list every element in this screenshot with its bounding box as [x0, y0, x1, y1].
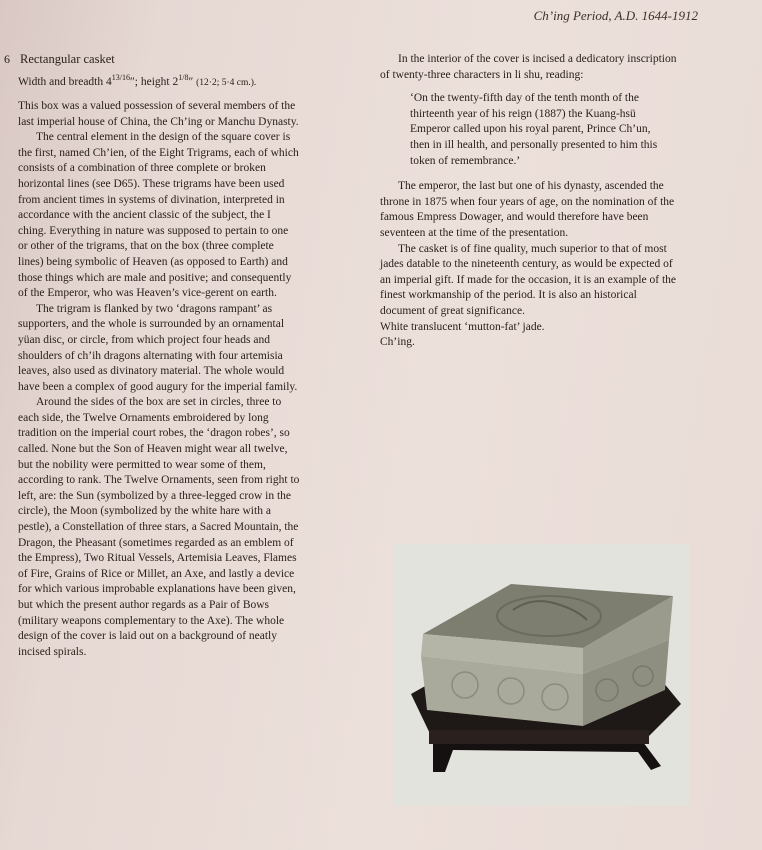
paragraph-quality: The casket is of fine quality, much superior to that of most jades datable to the nineteenth century, as would be expected of an imperial gift. If made for the occasion, it is an example of the finest workmanship of the period. It is also an historical document of great significance.	[380, 242, 677, 317]
entry-heading	[4, 52, 300, 68]
left-column	[4, 52, 300, 660]
paragraph-inscription-intro: In the interior of the cover is incised a dedicatory inscription of twenty-three characters in li shu, reading:	[380, 53, 677, 81]
dimensions-end: ″	[188, 75, 197, 88]
inscription-quote	[410, 91, 670, 169]
paragraph-dragons: The trigram is flanked by two ‘dragons rampant’ as supporters, and the whole is surrounded by an ornamental yüan disc, or circle, from which project four heads and shoulders of ch’ih dragons alternating with four artemisia leaves, also used as divinatory material. The whole would have been a complex of good augury for the imperial family.	[18, 302, 298, 393]
dimension-fraction-width: 13/16	[111, 72, 130, 82]
entry-number: 6	[4, 52, 10, 66]
quote-text: ‘On the twenty-fifth day of the tenth month of the thirteenth year of his reign (1887) the Kuang-hsü Emperor called upon his royal parent, Prince Ch’un, then in ill health, and personally presented to him this token of remembrance.’	[410, 92, 658, 167]
entry-title: Rectangular casket	[20, 52, 115, 66]
casket-photograph	[393, 544, 689, 806]
dimensions-metric: (12·2; 5·4 cm.).	[196, 77, 257, 88]
dimensions	[18, 70, 300, 91]
paragraph-emperor: The emperor, the last but one of his dynasty, ascended the throne in 1875 when four years of age, on the nomination of the famous Empress Dowager, and would therefore have been seventeen at the time of the presentation.	[380, 180, 675, 239]
casket-illustration	[393, 544, 689, 806]
material-line: White translucent ‘mutton-fat’ jade.	[380, 320, 545, 333]
paragraph-cover-design: The central element in the design of the square cover is the first, named Ch’ien, of the Eight Trigrams, each of which consists of a combination of three complete or broken horizontal lines (see D65). These trigrams have been used from ancient times in systems of divination, interpreted in accordance with the ancient classic of the subject, the I ching. Everything in nature was supposed to pertain to one or other of the trigrams, that on the box (three complete lines) being symbolic of Heaven (as opposed to Earth) and those things which are male and positive; and consequently of the Emperor, who was Heaven’s vice-gerent on earth.	[18, 131, 299, 300]
running-header: Ch’ing Period, A.D. 1644-1912	[533, 8, 698, 23]
paragraph-twelve-ornaments: Around the sides of the box are set in circles, three to each side, the Twelve Ornaments embroidered by long tradition on the imperial court robes, the ‘dragon robes’, so called. None but the Son of Heaven might wear all twelve, but the nobility were permitted to wear some of them, according to rank. The Twelve Ornaments, seen from right to left, are: the Sun (symbolized by a three-legged crow in the circle), the Moon (symbolized by the white hare with a pestle), a Constellation of three stars, a Sacred Mountain, the Dragon, the Pheasant (sometimes regarded as an emblem of the Empress), Two Ritual Vessels, Artemisia Leaves, Flames of Fire, Grains of Rice or Millet, an Axe, and lastly a device for which various improbable explanations have been given, but which the present author regards as a Pair of Bows (military weapons complementary to the Axe). The whole design of the cover is laid out on a background of neatly incised spirals.	[18, 396, 300, 658]
dimensions-text: Width and breadth 4	[18, 75, 112, 88]
paragraph-provenance: This box was a valued possession of several members of the last imperial house of China, the Ch’ing or Manchu Dynasty.	[18, 100, 299, 128]
dimension-fraction-height: 1/8	[178, 72, 189, 82]
dimensions-middle: ″; height 2	[129, 75, 179, 88]
right-column	[380, 52, 680, 351]
period-line: Ch’ing.	[380, 336, 415, 349]
